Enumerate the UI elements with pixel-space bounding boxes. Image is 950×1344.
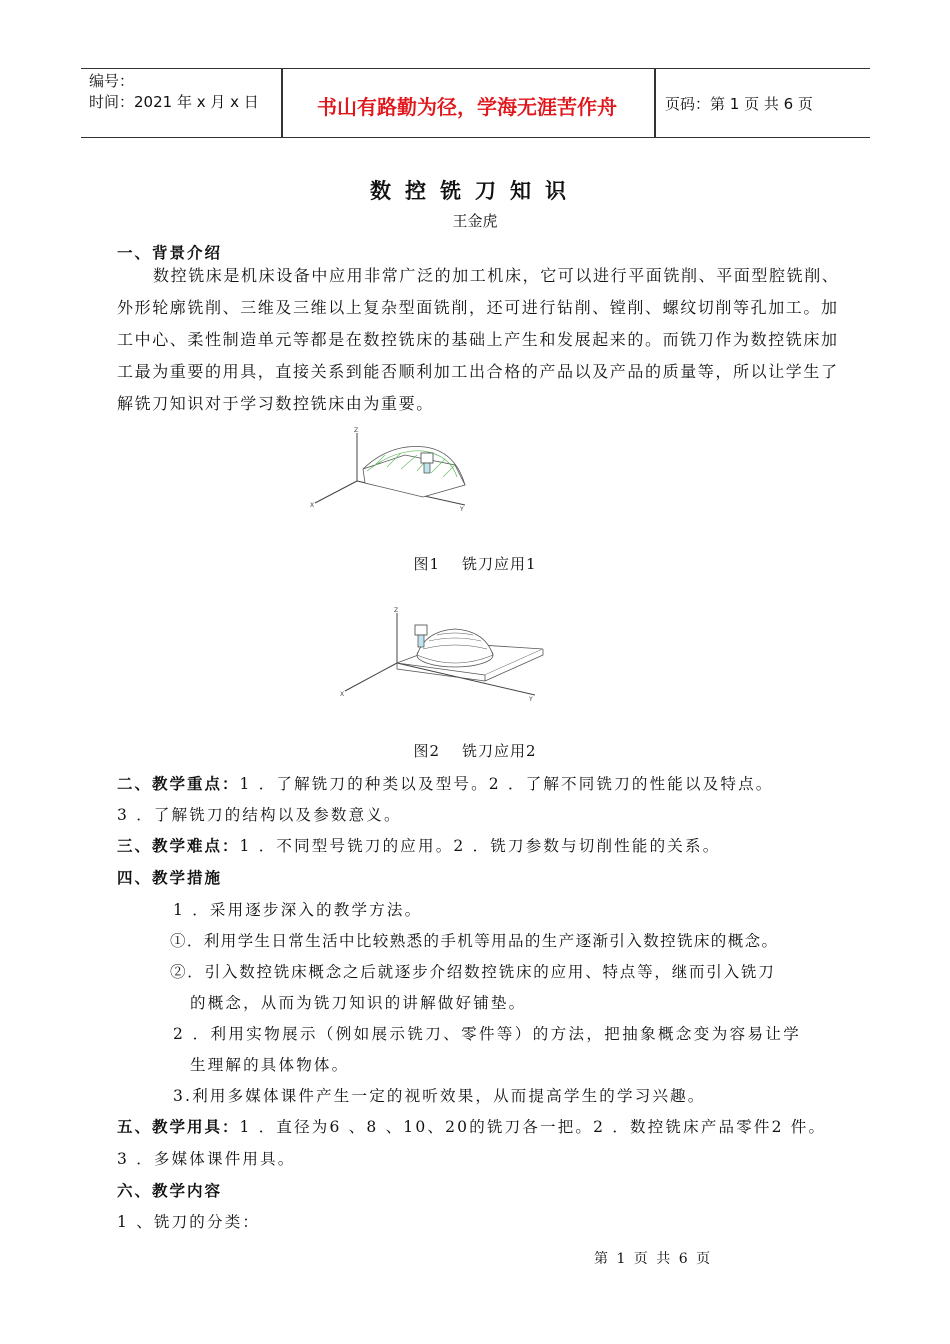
measure-item-1a: ①．利用学生日常生活中比较熟悉的手机等用品的生产逐渐引入数控铣床的概念。 bbox=[170, 932, 779, 950]
measure-item-3: 3.利用多媒体课件产生一定的视听效果，从而提高学生的学习兴趣。 bbox=[173, 1087, 706, 1105]
page-header bbox=[81, 68, 870, 138]
header-divider bbox=[654, 69, 656, 137]
figure-2-illustration bbox=[335, 605, 550, 705]
axis-label-x: X bbox=[310, 502, 315, 509]
axis-label-y: Y bbox=[529, 696, 533, 703]
teaching-tools-line-2: 3 ．多媒体课件用具。 bbox=[117, 1150, 296, 1168]
document-title: 数控铣刀知识 bbox=[370, 179, 580, 203]
figure-2-label: 图2 bbox=[413, 742, 440, 760]
figure-2-caption bbox=[0, 740, 950, 761]
content-item-1: 1 、铣刀的分类： bbox=[117, 1213, 261, 1231]
measure-item-2-cont: 生理解的具体物体。 bbox=[190, 1056, 350, 1074]
header-meta bbox=[89, 71, 259, 113]
header-page-info: 页码：第 1 页 共 6 页 bbox=[665, 95, 813, 113]
measure-item-1: 1 ．采用逐步深入的教学方法。 bbox=[173, 901, 423, 919]
background-paragraph: 数控铣床是机床设备中应用非常广泛的加工机床，它可以进行平面铣削、平面型腔铣削、外形轮廓铣削、三维及三维以上复杂型面铣削，还可进行钻削、镗削、螺纹切削等孔加工。加工中心、柔性制造单元等都是在数控铣床的基础上产生和发展起来的。而铣刀作为数控铣床加工最为重要的用具，直接关系到能否顺利加工出合格的产品以及产品的质量等，所以让学生了解铣刀知识对于学习数控铣床由为重要。 bbox=[117, 266, 840, 413]
section-heading-difficulty: 三、教学难点： bbox=[117, 837, 240, 855]
section-heading-measures: 四、教学措施 bbox=[117, 869, 223, 887]
page-footer: 第 1 页 共 6 页 bbox=[594, 1251, 713, 1267]
measure-item-1b-cont: 的概念，从而为铣刀知识的讲解做好铺垫。 bbox=[190, 994, 527, 1012]
axis-label-y: Y bbox=[460, 506, 464, 513]
teaching-tools-line-1: 五、教学用具：1 ．直径为6 、8 、10、20的铣刀各一把。2 ．数控铣床产品零件2 件。 bbox=[117, 1118, 827, 1136]
section-heading-tools: 五、教学用具： bbox=[117, 1118, 240, 1136]
teaching-focus-line-2: 3 ．了解铣刀的结构以及参数意义。 bbox=[117, 806, 402, 824]
section-heading-focus: 二、教学重点： bbox=[117, 775, 240, 793]
measure-item-2: 2 ．利用实物展示（例如展示铣刀、零件等）的方法，把抽象概念变为容易让学 bbox=[173, 1025, 802, 1043]
author: 王金虎 bbox=[452, 212, 498, 230]
code-label: 编号： bbox=[89, 72, 135, 90]
figure-1-illustration bbox=[305, 425, 495, 515]
axis-label-x: X bbox=[340, 691, 345, 698]
axis-label-z: Z bbox=[394, 607, 399, 614]
teaching-difficulty-line: 三、教学难点：1 ．不同型号铣刀的应用。2 ．铣刀参数与切削性能的关系。 bbox=[117, 837, 721, 855]
teaching-focus-line-1: 二、教学重点：1 ．了解铣刀的种类以及型号。2 ．了解不同铣刀的性能以及特点。 bbox=[117, 775, 774, 793]
figure-1-label: 图1 bbox=[413, 555, 440, 573]
header-motto: 书山有路勤为径，学海无涯苦作舟 bbox=[317, 95, 617, 119]
measure-item-1b: ②．引入数控铣床概念之后就逐步介绍数控铣床的应用、特点等，继而引入铣刀 bbox=[170, 963, 776, 981]
figure-1-text: 铣刀应用1 bbox=[462, 555, 537, 573]
figure-1-caption bbox=[0, 553, 950, 574]
figure-2-text: 铣刀应用2 bbox=[462, 742, 537, 760]
axis-label-z: Z bbox=[354, 427, 359, 434]
section-heading-content: 六、教学内容 bbox=[117, 1182, 223, 1200]
time-label: 时间：2021 年 x 月 x 日 bbox=[89, 93, 259, 111]
section-heading-background: 一、背景介绍 bbox=[117, 244, 223, 262]
